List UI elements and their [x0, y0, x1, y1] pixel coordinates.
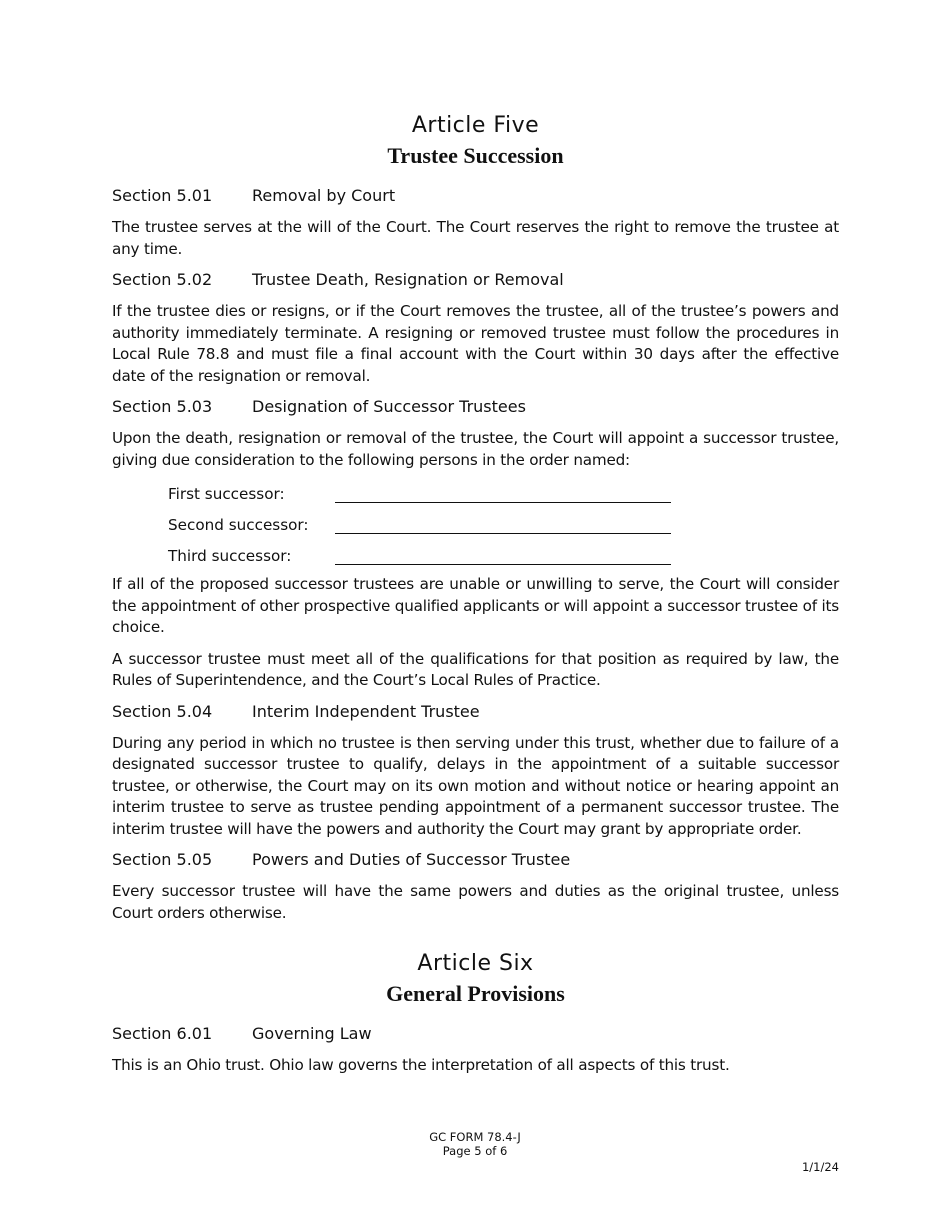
section-6-01-heading [112, 1024, 839, 1044]
section-title: Removal by Court [252, 186, 396, 205]
article-six-subtitle: General Provisions [386, 981, 565, 1006]
section-5-05-heading [112, 850, 839, 870]
section-5-05-text: Every successor trustee will have the same powers and duties as the original trustee, unless Court orders otherwise. [112, 882, 839, 922]
article-five-title: Article Five [411, 113, 540, 138]
section-title: Designation of Successor Trustees [252, 397, 526, 416]
second-successor-row [168, 512, 839, 534]
section-title: Trustee Death, Resignation or Removal [252, 270, 564, 289]
page-number: Page 5 of 6 [442, 1144, 508, 1158]
section-title: Interim Independent Trustee [252, 701, 480, 721]
section-5-03-text-3: A successor trustee must meet all of the qualifications for that position as required by law, the Rules of Superintendence, and the Court’s Local Rules of Practice. [112, 649, 839, 689]
section-number: Section 6.01 [112, 1024, 213, 1043]
first-successor-row [168, 481, 839, 503]
article-five-subtitle: Trustee Succession [387, 143, 564, 168]
page-footer [0, 1130, 950, 1158]
section-number: Section 5.03 [112, 397, 213, 416]
section-number: Section 5.05 [112, 850, 213, 869]
section-5-02-heading [112, 270, 839, 290]
form-date: 1/1/24 [801, 1160, 839, 1174]
article-six-title: Article Six [417, 951, 534, 976]
third-successor-row [168, 543, 839, 565]
second-successor-label: Second successor: [168, 516, 309, 534]
section-number: Section 5.02 [112, 270, 213, 289]
first-successor-field[interactable] [335, 484, 671, 503]
section-6-01-text: This is an Ohio trust. Ohio law governs the interpretation of all aspects of this trust. [112, 1056, 730, 1074]
section-number: Section 5.01 [112, 186, 213, 205]
section-5-01-text: The trustee serves at the will of the Court. The Court reserves the right to remove the trustee at any time. [112, 218, 839, 258]
form-number: GC FORM 78.4-J [429, 1130, 521, 1144]
section-5-04-text: During any period in which no trustee is then serving under this trust, whether due to failure of a designated successor trustee to qualify, delays in the appointment of a suitable successor trustee, or otherwise, the Court may on its own motion and without notice or hearing appoint an interim trustee to serve as trustee pending appointment of a permanent successor trustee. The interim trustee will have the powers and authority the Court may grant by appropriate order. [112, 733, 839, 838]
section-title: Governing Law [252, 1024, 372, 1043]
section-title: Powers and Duties of Successor Trustee [252, 850, 571, 869]
section-5-04-heading [112, 702, 839, 722]
third-successor-field[interactable] [335, 546, 671, 565]
section-5-01-heading [112, 186, 839, 206]
second-successor-field[interactable] [335, 515, 671, 534]
section-5-03-text-2: If all of the proposed successor trustees are unable or unwilling to serve, the Court will consider the appointment of other prospective qualified applicants or will appoint a successor trustee of its choice. [112, 575, 839, 636]
section-5-02-text: If the trustee dies or resigns, or if the Court removes the trustee, all of the trustee’s powers and authority immediately terminate. A resigning or removed trustee must follow the procedures in Local Rule 78.8 and must file a final account with the Court within 30 days after the effective date of the resignation or removal. [112, 302, 839, 385]
section-number: Section 5.04 [112, 701, 213, 721]
third-successor-label: Third successor: [168, 547, 292, 565]
first-successor-label: First successor: [168, 485, 285, 503]
document-page [112, 112, 839, 1087]
section-5-03-heading [112, 397, 839, 417]
section-5-03-text: Upon the death, resignation or removal of the trustee, the Court will appoint a successor trustee, giving due consideration to the following persons in the order named: [112, 429, 839, 469]
